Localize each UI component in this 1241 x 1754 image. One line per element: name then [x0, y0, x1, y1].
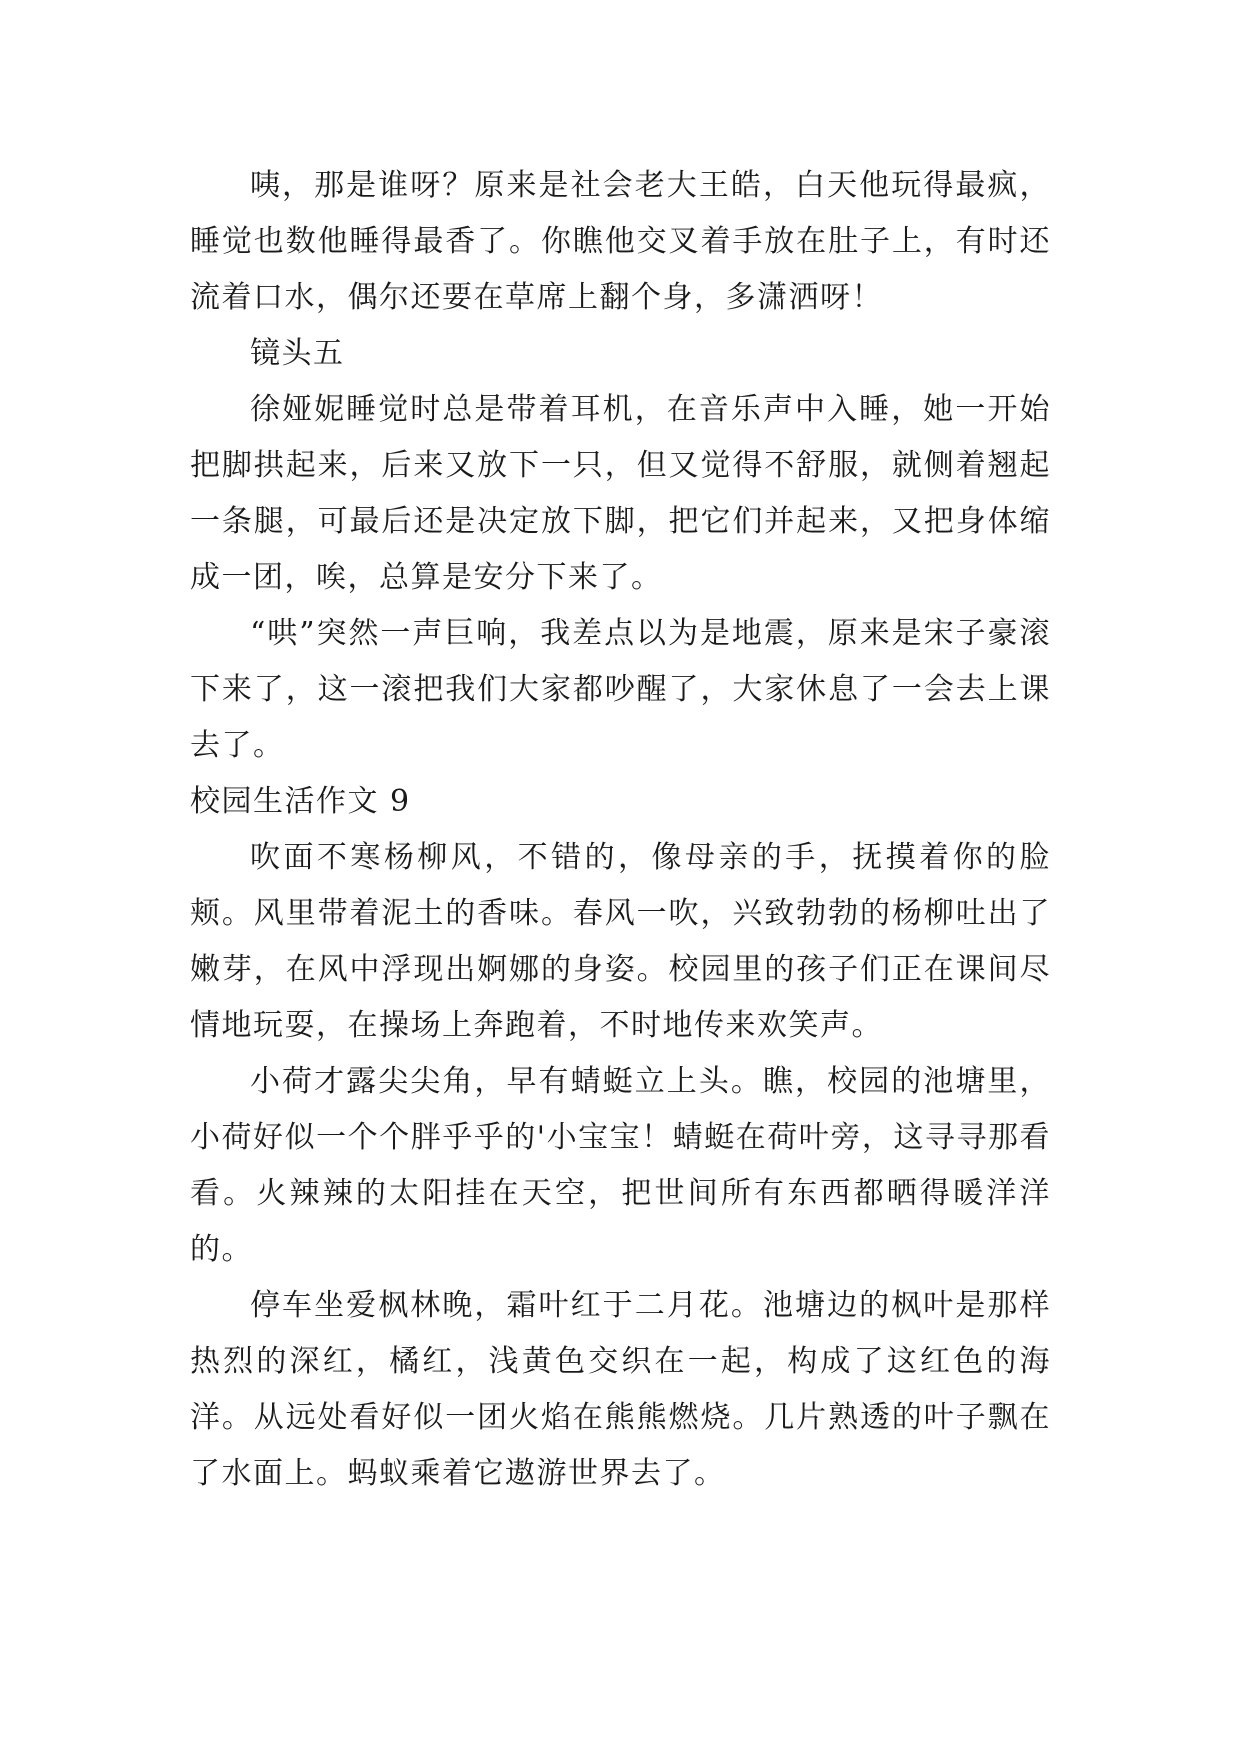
paragraph-summer: 小荷才露尖尖角，早有蜻蜓立上头。瞧，校园的池塘里，小荷好似一个个胖乎乎的'小宝宝！蜻蜓在荷叶旁，这寻寻那看看。火辣辣的太阳挂在天空，把世间所有东西都晒得暖洋洋的。 — [190, 1064, 1051, 1267]
paragraph-wang-hao: 咦，那是谁呀？原来是社会老大王皓，白天他玩得最疯，睡觉也数他睡得最香了。你瞧他交叉着手放在肚子上，有时还流着口水，偶尔还要在草席上翻个身，多潇洒呀！ — [190, 168, 1051, 315]
paragraph-song-zihao: “哄”突然一声巨响，我差点以为是地震，原来是宋子豪滚下来了，这一滚把我们大家都吵醒了，大家休息了一会去上课去了。 — [190, 616, 1051, 763]
scene-five-label: 镜头五 — [250, 336, 345, 371]
paragraph-spring: 吹面不寒杨柳风，不错的，像母亲的手，抚摸着你的脸颊。风里带着泥土的香味。春风一吹，兴致勃勃的杨柳吐出了嫩芽，在风中浮现出婀娜的身姿。校园里的孩子们正在课间尽情地玩耍，在操场上奔跑着，不时地传来欢笑声。 — [190, 840, 1051, 1043]
paragraph-autumn: 停车坐爱枫林晚，霜叶红于二月花。池塘边的枫叶是那样热烈的深红，橘红，浅黄色交织在一起，构成了这红色的海洋。从远处看好似一团火焰在熊熊燃烧。几片熟透的叶子飘在了水面上。蚂蚁乘着它遨游世界去了。 — [190, 1288, 1051, 1491]
paragraph-xu-yani: 徐娅妮睡觉时总是带着耳机，在音乐声中入睡，她一开始把脚拱起来，后来又放下一只，但又觉得不舒服，就侧着翘起一条腿，可最后还是决定放下脚，把它们并起来，又把身体缩成一团，唉，总算是安分下来了。 — [190, 392, 1051, 595]
essay-title: 校园生活作文 9 — [190, 784, 411, 819]
document-page — [190, 158, 1051, 1502]
